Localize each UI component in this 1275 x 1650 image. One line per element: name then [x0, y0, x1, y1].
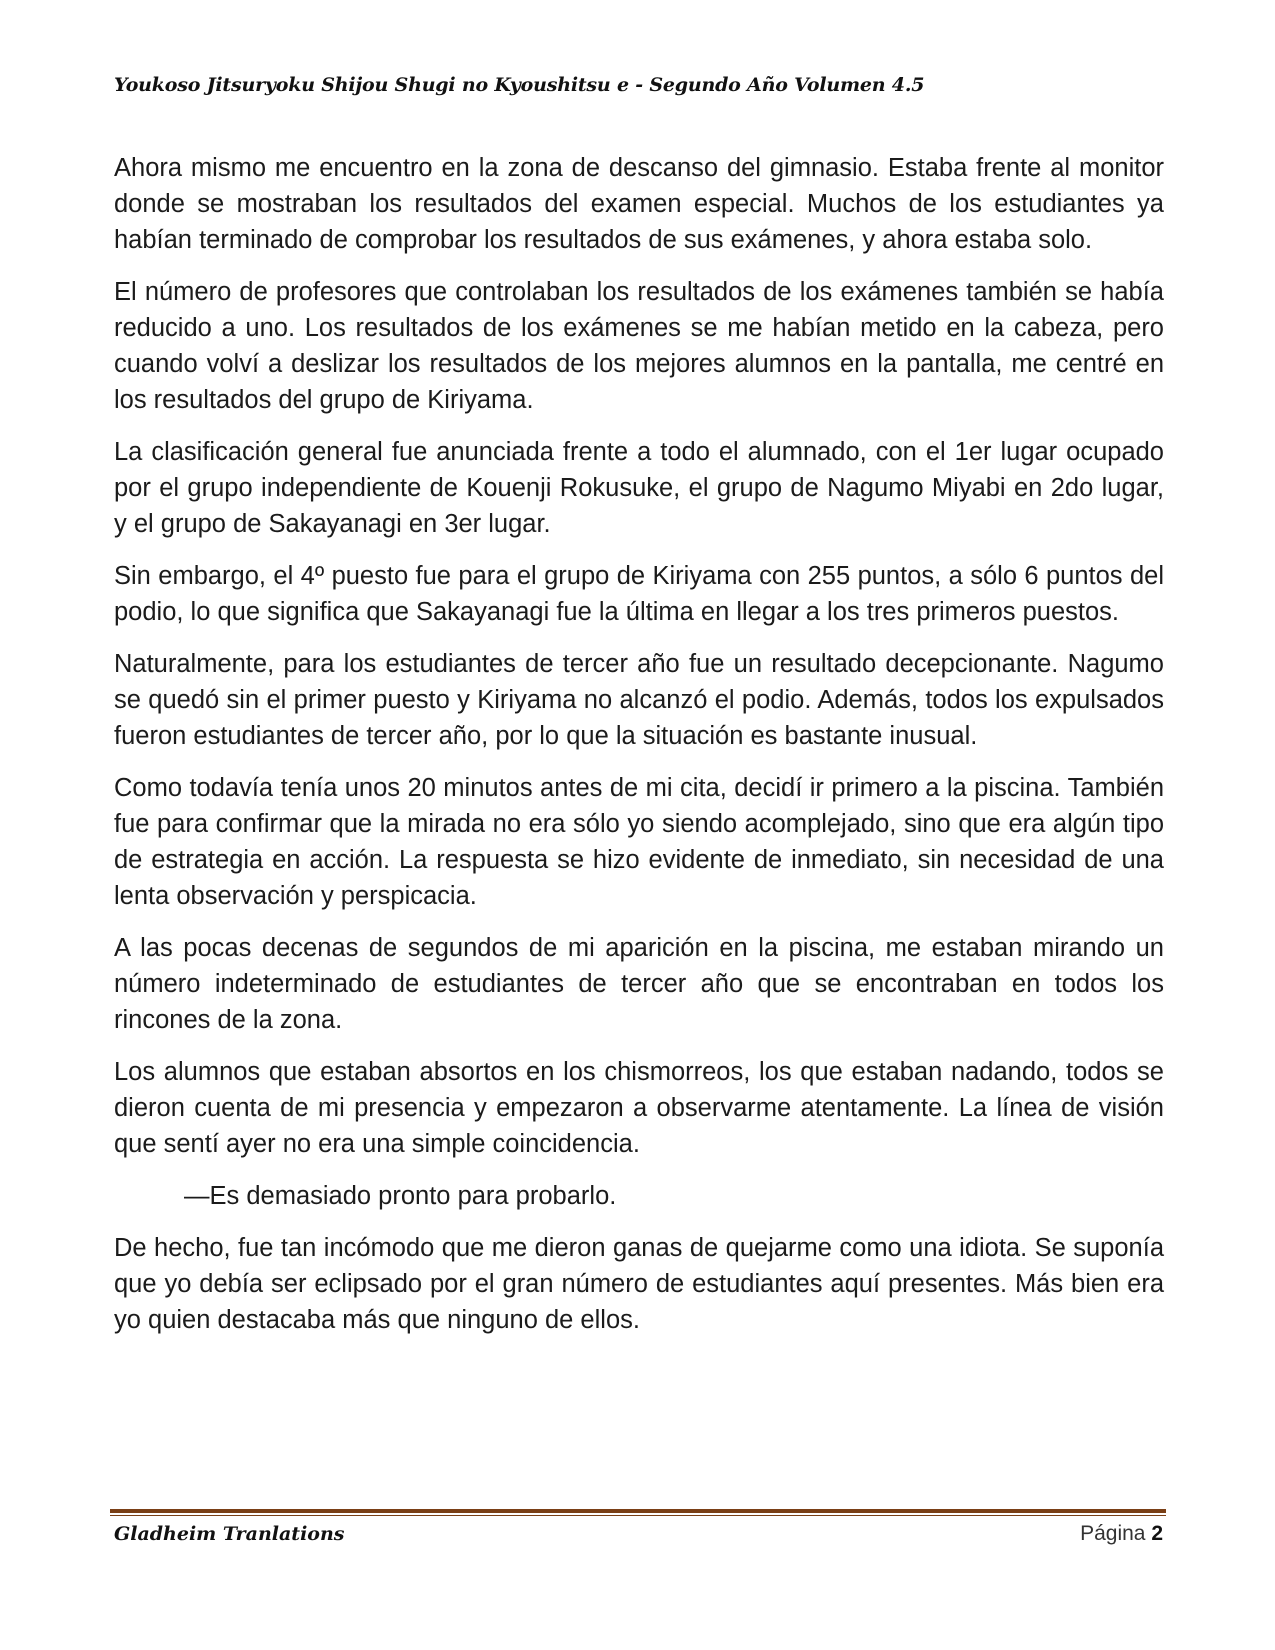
paragraph: A las pocas decenas de segundos de mi aparición en la piscina, me estaban mirando un número indeterminado de estudiantes de tercer año que se encontraban en todos los rincones de la zona.: [114, 934, 1164, 1034]
body-text: [114, 150, 1164, 1354]
dialogue-line: —Es demasiado pronto para probarlo.: [184, 1182, 617, 1210]
paragraph: Como todavía tenía unos 20 minutos antes de mi cita, decidí ir primero a la piscina. También fue para confirmar que la mirada no era sólo yo siendo acomplejado, sino que era algún tipo de estrategia en acción. La respuesta se hizo evidente de inmediato, sin necesidad de una lenta observación y perspicacia.: [114, 774, 1164, 910]
running-header: Youkoso Jitsuryoku Shijou Shugi no Kyoushitsu e - Segundo Año Volumen 4.5: [114, 74, 925, 96]
paragraph: Sin embargo, el 4º puesto fue para el grupo de Kiriyama con 255 puntos, a sólo 6 puntos del podio, lo que significa que Sakayanagi fue la última en llegar a los tres primeros puestos.: [114, 562, 1164, 626]
footer-credit: Gladheim Tranlations: [114, 1523, 345, 1545]
paragraph: El número de profesores que controlaban los resultados de los exámenes también se había reducido a uno. Los resultados de los exámenes se me habían metido en la cabeza, pero cuando volví a deslizar los resultados de los mejores alumnos en la pantalla, me centré en los resultados del grupo de Kiriyama.: [114, 278, 1164, 414]
paragraph: Naturalmente, para los estudiantes de tercer año fue un resultado decepcionante. Nagumo se quedó sin el primer puesto y Kiriyama no alcanzó el podio. Además, todos los expulsados fueron estudiantes de tercer año, por lo que la situación es bastante inusual.: [114, 650, 1164, 750]
paragraph: Ahora mismo me encuentro en la zona de descanso del gimnasio. Estaba frente al monitor donde se mostraban los resultados del examen especial. Muchos de los estudiantes ya habían terminado de comprobar los resultados de sus exámenes, y ahora estaba solo.: [114, 154, 1164, 254]
paragraph: La clasificación general fue anunciada frente a todo el alumnado, con el 1er lugar ocupado por el grupo independiente de Kouenji Rokusuke, el grupo de Nagumo Miyabi en 2do lugar, y el grupo de Sakayanagi en 3er lugar.: [114, 438, 1164, 538]
page-label: Página: [1080, 1522, 1146, 1545]
paragraph: De hecho, fue tan incómodo que me dieron ganas de quejarme como una idiota. Se suponía que yo debía ser eclipsado por el gran número de estudiantes aquí presentes. Más bien era yo quien destacaba más que ninguno de ellos.: [114, 1234, 1164, 1334]
page-number-label: [1080, 1522, 1163, 1546]
footer-divider: [110, 1509, 1166, 1516]
page-number: 2: [1151, 1522, 1163, 1545]
paragraph: Los alumnos que estaban absortos en los chismorreos, los que estaban nadando, todos se dieron cuenta de mi presencia y empezaron a observarme atentamente. La línea de visión que sentí ayer no era una simple coincidencia.: [114, 1058, 1164, 1158]
